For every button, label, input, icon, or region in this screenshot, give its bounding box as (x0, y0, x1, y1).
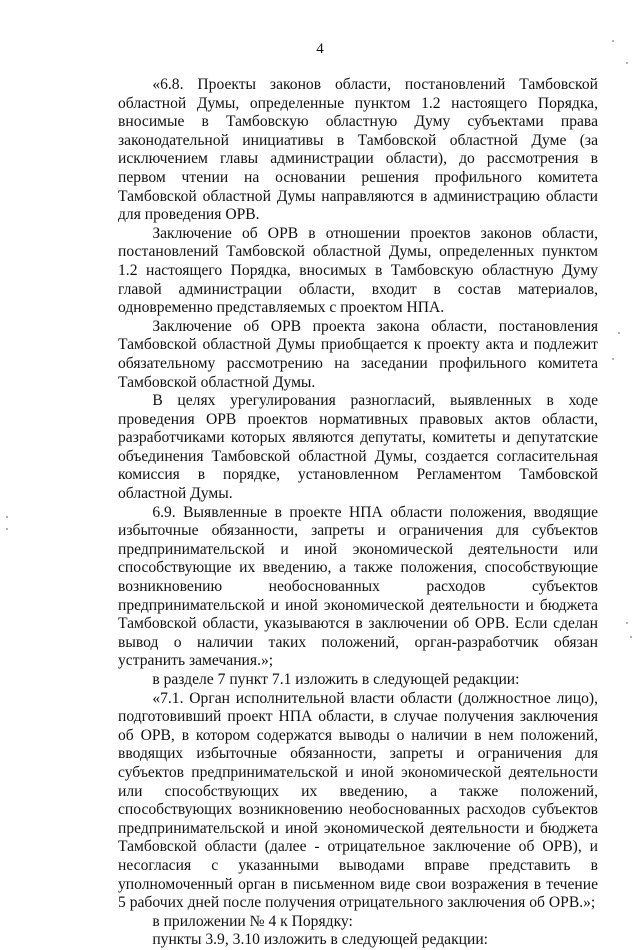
paragraph-items-3-9-3-10: пункты 3.9, 3.10 изложить в следующей редакции: (152, 931, 489, 949)
document-body (118, 76, 598, 950)
paragraph-6-9: 6.9. Выявленные в проекте НПА области положения, вводящие избыточные обязанности, запреты и ограничения для субъектов предпринимательской и иной экономической деятельности или способствующие их введению, а также положения, способствующие возникновению необоснованных расходов субъектов предпринимательской и иной экономической деятельности и бюджета Тамбовской области, указываются в заключении об ОРВ. Если сделан вывод о наличии таких положений, орган-разработчик обязан устранить замечания.»; (118, 503, 598, 670)
paragraph-appendix-4-intro: в приложении № 4 к Порядку: (152, 912, 353, 930)
scan-speck (626, 622, 628, 624)
paragraph-orv-attachment: Заключение об ОРВ проекта закона области, постановления Тамбовской областной Думы приобщается к проекту акта и подлежит обязательному рассмотрению на заседании профильного комитета Тамбовской областной Думы. (118, 317, 598, 391)
paragraph-orv-conclusion: Заключение об ОРВ в отношении проектов законов области, постановлений Тамбовской областной Думы, определенных пунктом 1.2 настоящего Порядка, вносимых в Тамбовскую областную Думу главой администрации области, входит в состав материалов, одновременно представляемых с проектом НПА. (118, 224, 598, 317)
scan-speck (612, 40, 614, 42)
paragraph-7-1: «7.1. Орган исполнительной власти области (должностное лицо), подготовивший проект НПА области, в случае получения заключения об ОРВ, в котором содержатся выводы о наличии в нем положений, вводящих избыточные обязанности, запреты и ограничения для субъектов предпринимательской и иной экономической деятельности или способствующих их введению, а также положений, способствующих возникновению необоснованных расходов субъектов предпринимательской и иной экономической деятельности и бюджета Тамбовской области (далее - отрицательное заключение об ОРВ), и несогласия с указанными выводами вправе представить в уполномоченный орган в письменном виде свои возражения в течение 5 рабочих дней после получения отрицательного заключения об ОРВ.»; (118, 689, 598, 912)
scan-speck (630, 636, 632, 638)
paragraph-section-7-intro: в разделе 7 пункт 7.1 изложить в следующей редакции: (152, 671, 520, 688)
paragraph-conciliation-commission: В целях урегулирования разногласий, выявленных в ходе проведения ОРВ проектов нормативных правовых актов области, разработчиками которых являются депутаты, комитеты и депутатские объединения Тамбовской областной Думы, создается согласительная комиссия в порядке, установленном Регламентом Тамбовской областной Думы. (118, 392, 598, 503)
paragraph-6-8: «6.8. Проекты законов области, постановлений Тамбовской областной Думы, определенные пунктом 1.2 настоящего Порядка, вносимые в Тамбовскую областную Думу субъектами права законодательной инициативы в Тамбовской областной Думе (за исключением главы администрации области), до рассмотрения в первом чтении на основании решения профильного комитета Тамбовской областной Думы направляются в администрацию области для проведения ОРВ. (118, 76, 598, 224)
scan-speck (6, 516, 8, 518)
scan-speck (626, 62, 628, 64)
page-number: 4 (316, 41, 324, 57)
scan-speck (618, 332, 620, 334)
scan-speck (612, 358, 614, 360)
scan-speck (6, 528, 8, 530)
